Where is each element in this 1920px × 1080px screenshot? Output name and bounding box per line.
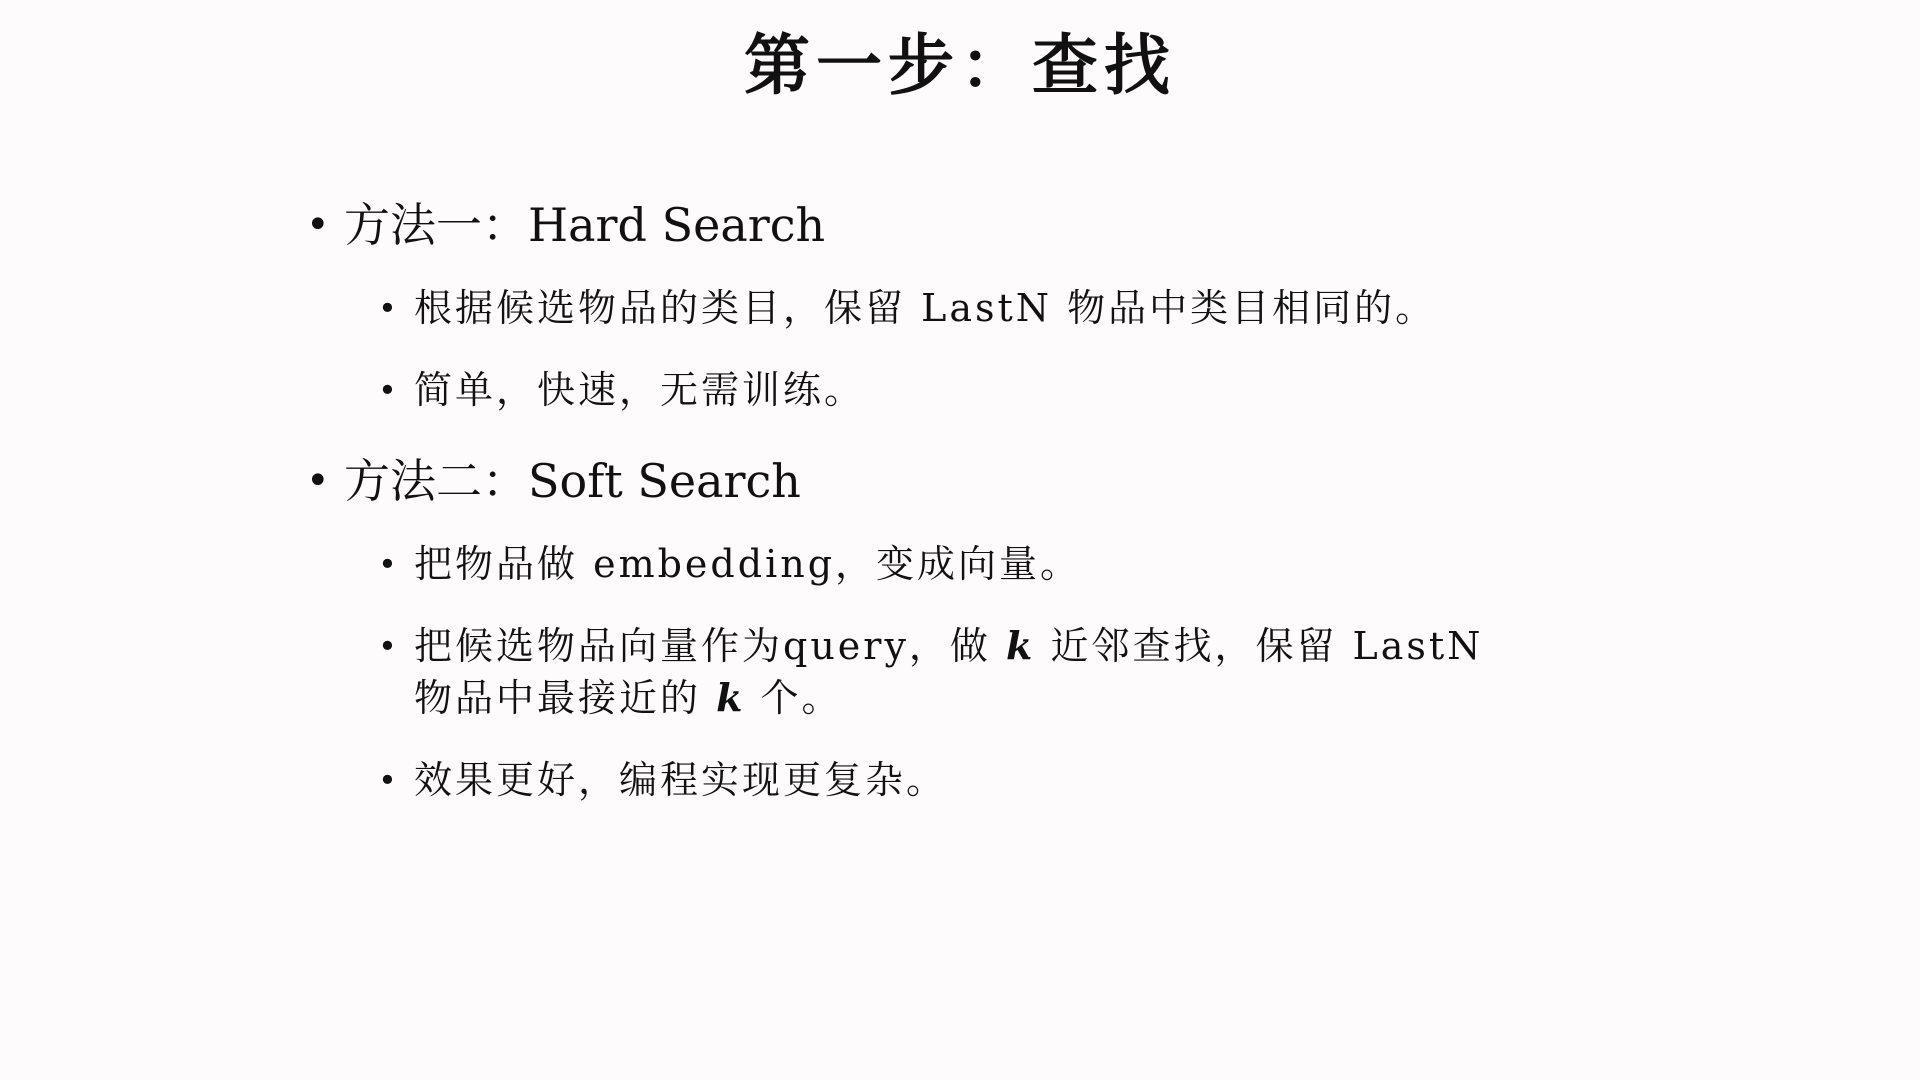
method-2-items bbox=[374, 538, 1620, 806]
list-item-text-part: 物品中最接近的 bbox=[414, 676, 717, 720]
list-item-text: 效果更好，编程实现更复杂。 bbox=[414, 758, 948, 802]
list-item-text: 简单，快速，无需训练。 bbox=[414, 368, 866, 412]
list-item-text-part: 把候选物品向量作为query，做 bbox=[414, 624, 1007, 668]
list-item bbox=[374, 282, 1620, 334]
list-item-text-part: 近邻查找，保留 LastN bbox=[1035, 624, 1484, 668]
method-1-heading-text: 方法一：Hard Search bbox=[344, 198, 826, 252]
slide-title: 第一步：查找 bbox=[744, 26, 1176, 104]
bullet-icon: • bbox=[378, 289, 400, 327]
list-item bbox=[374, 620, 1620, 724]
method-1-items bbox=[374, 282, 1620, 416]
bullet-icon: • bbox=[378, 545, 400, 583]
method-2-heading-text: 方法二：Soft Search bbox=[344, 454, 801, 508]
math-k: k bbox=[1006, 623, 1036, 668]
list-item-text: 把物品做 embedding，变成向量。 bbox=[414, 542, 1082, 586]
method-2-heading bbox=[300, 446, 1620, 516]
list-item-text-part: 个。 bbox=[745, 676, 843, 720]
list-item bbox=[374, 364, 1620, 416]
bullet-icon: • bbox=[306, 202, 330, 248]
math-k: k bbox=[716, 675, 746, 720]
slide-content bbox=[300, 190, 1620, 836]
list-item bbox=[374, 754, 1620, 806]
list-item-text: 根据候选物品的类目，保留 LastN 物品中类目相同的。 bbox=[414, 286, 1437, 330]
bullet-icon: • bbox=[306, 458, 330, 504]
method-1-heading bbox=[300, 190, 1620, 260]
bullet-icon: • bbox=[378, 627, 400, 665]
bullet-icon: • bbox=[378, 371, 400, 409]
bullet-icon: • bbox=[378, 761, 400, 799]
list-item bbox=[374, 538, 1620, 590]
